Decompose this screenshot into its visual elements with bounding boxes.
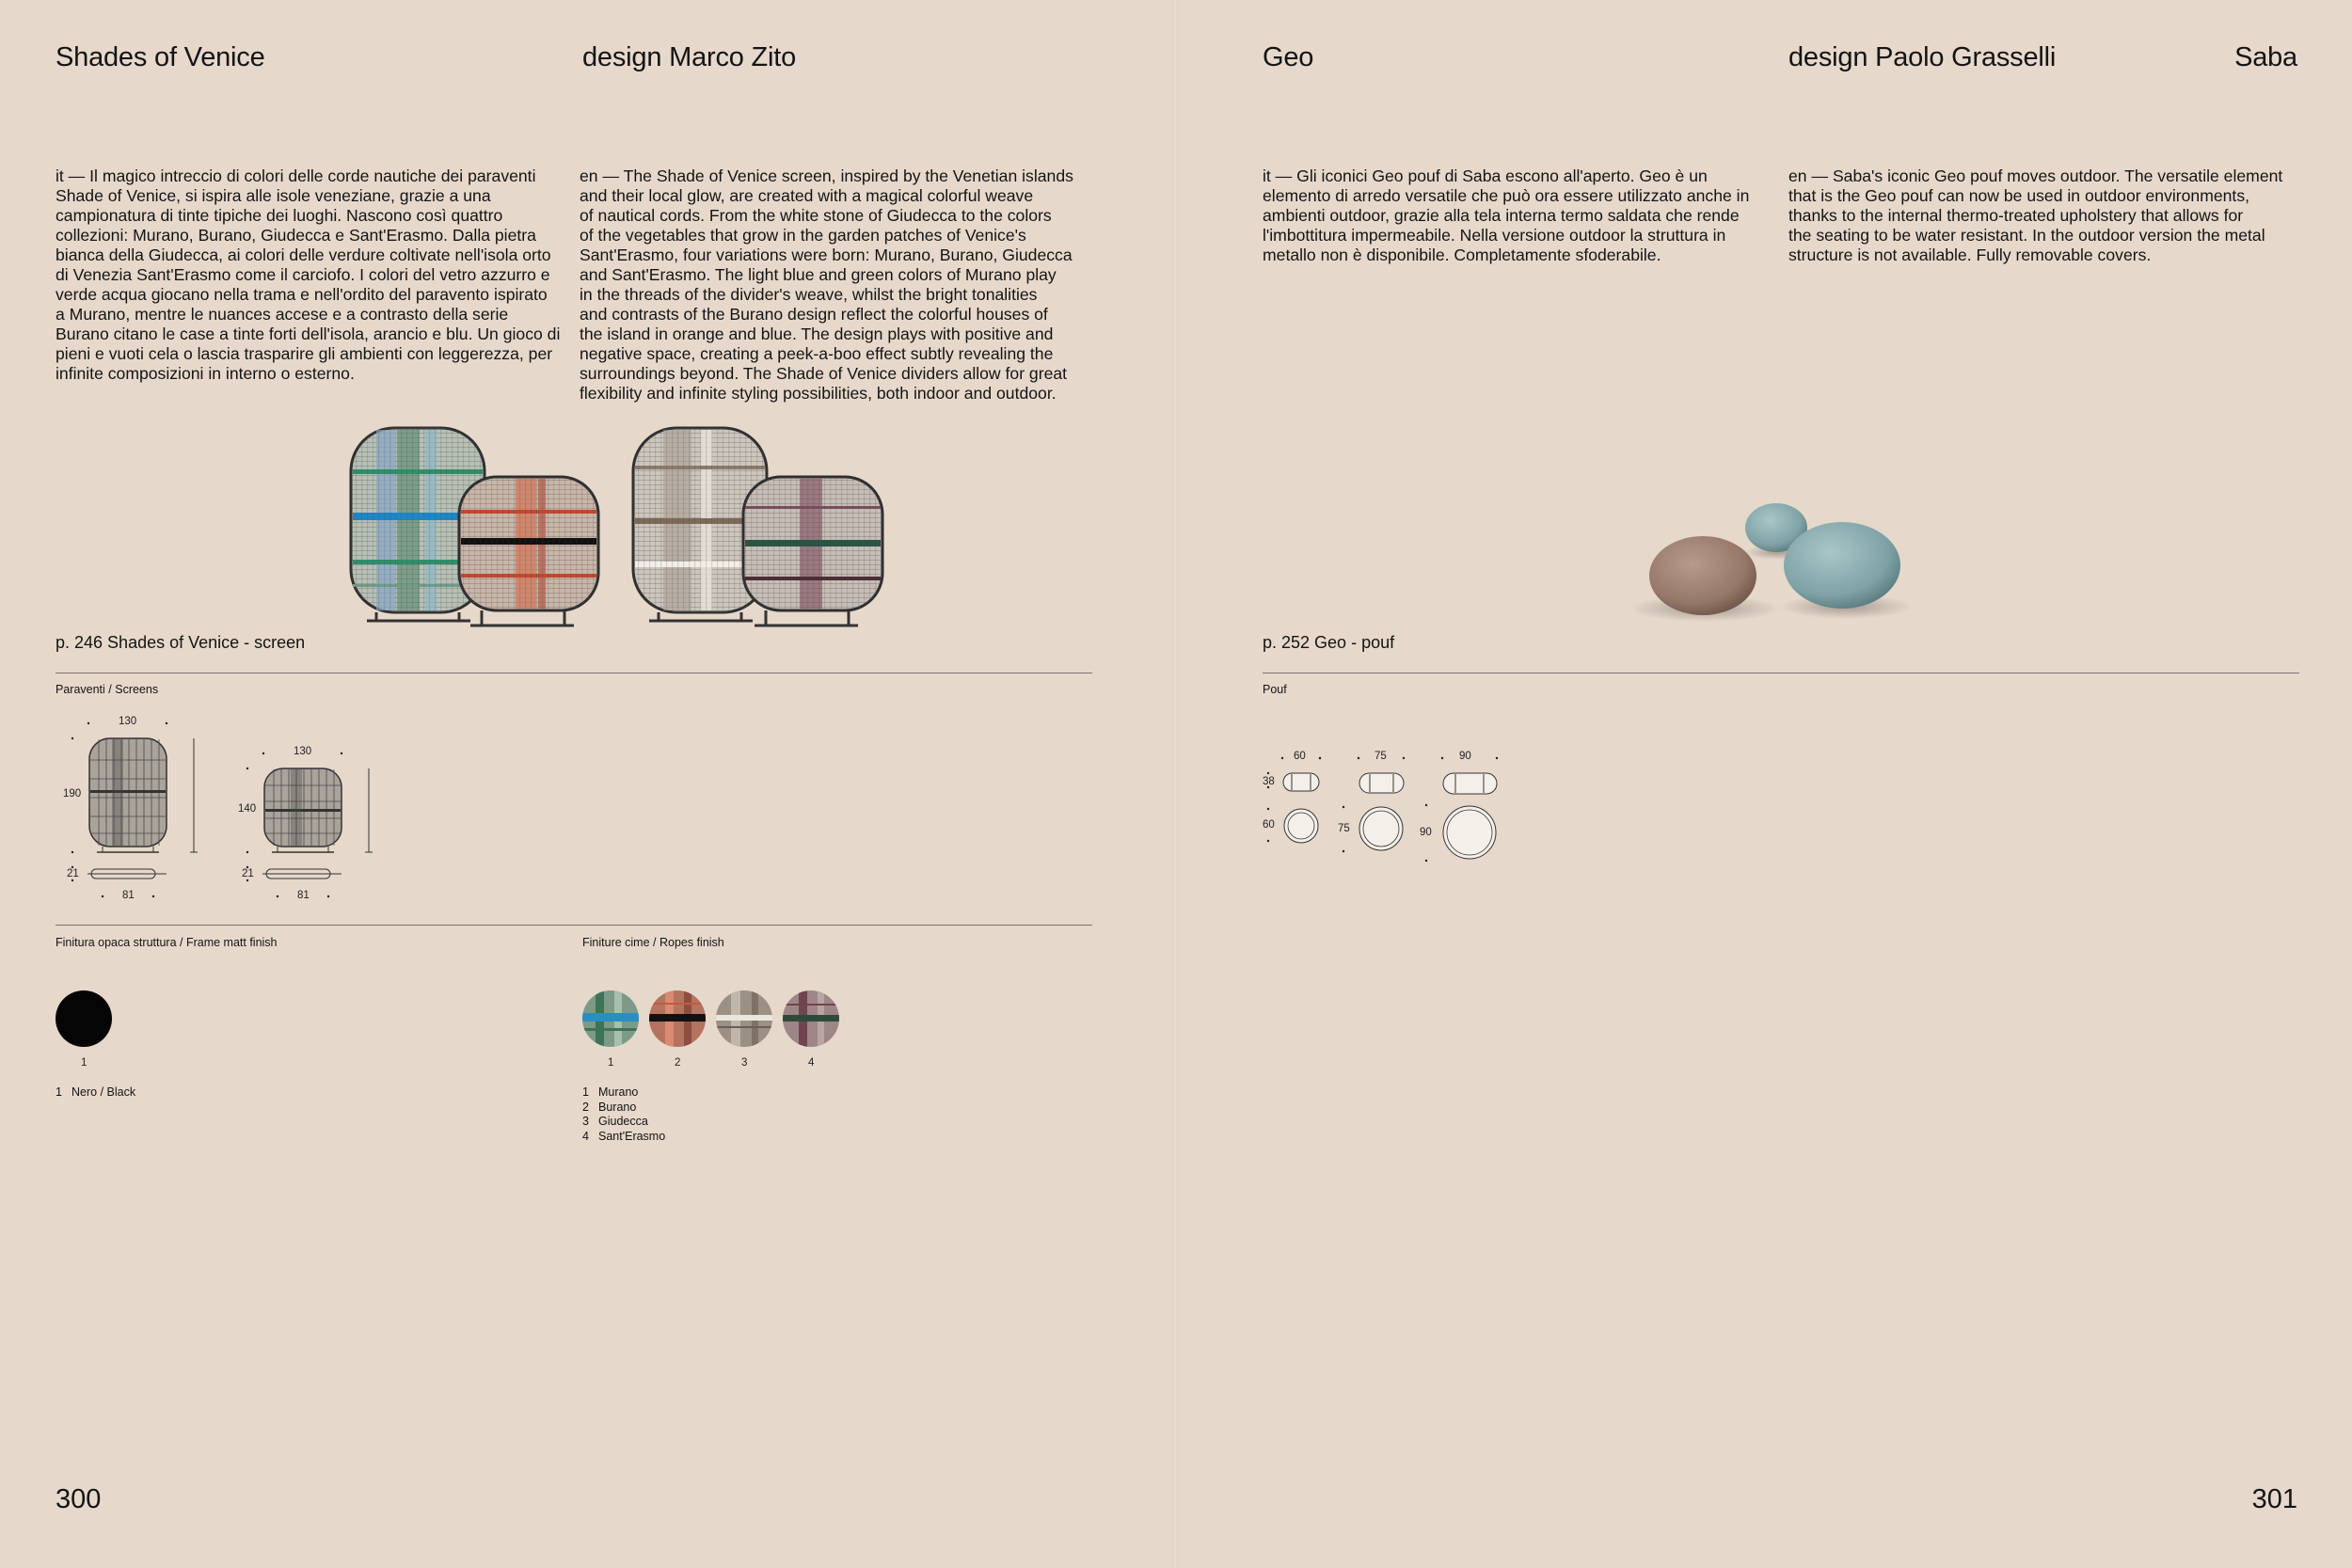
frame-swatch-number: 1 [81,1057,87,1069]
legend-number: 2 [582,1100,589,1114]
dim-height-38: 38 [1263,776,1275,787]
tech-drawing-small [230,743,390,908]
legend-item [582,1101,665,1116]
dim-height: 140 [238,803,257,815]
ropes-finish-legend [582,1085,665,1144]
dim-height: 190 [63,788,82,800]
swatch-number-4: 4 [808,1057,815,1069]
brand-name: Saba [2234,42,2297,72]
legend-name: Murano [598,1085,639,1099]
description-italian: it — Il magico intreccio di colori delle corde nautiche dei paraventi Shade of Venice, si ispira alle isole veneziane, grazie a una campionatura di tinte tipiche dei luoghi. Nascono così quattro collezioni: Murano, Burano, Giudecca e Sant'Erasmo. Dalla pietra bianca della Giudecca, ai colori delle verdure coltivate nell'isola orto di Venezia Sant'Erasmo come il carciofo. I colori del vetro azzurro e verde acqua giocano nella trama e nell'ordito del paravento ispirato a Murano, mentre le nuances accese e a contrasto della serie Burano citano le case a tinte forti dell'isola, arancio e blu. Un gioco di pieni e vuoti cela o lascia trasparire gli ambienti con leggerezza, per infinite composizioni in interno o esterno. [56,166,561,383]
legend-item [582,1115,665,1130]
screen-burano-small [459,477,598,626]
swatch-giudecca [716,990,772,1047]
pouf-large-blue [1784,522,1900,609]
section-label: Paraventi / Screens [56,683,159,696]
description-italian: it — Gli iconici Geo pouf di Saba escono all'aperto. Geo è un elemento di arredo versatile che può ora essere utilizzato anche in ambienti outdoor, grazie alla tela interna termo saldata che rende l'imbottitura impermeabile. Nella versione outdoor la struttura in metallo non è disponibile. Completamente sfoderabile. [1263,166,1750,264]
ropes-finish-label: Finiture cime / Ropes finish [582,936,724,949]
dim-depth: 21 [67,868,79,879]
page-number: 300 [56,1484,102,1514]
description-english: en — Saba's iconic Geo pouf moves outdoor. The versatile element that is the Geo pouf can now be used in outdoor environments, thanks to the internal thermo-treated upholstery that allows for the seating to be water resistant. In the outdoor version the metal structure is not available. Fully removable covers. [1788,166,2283,264]
dim-base: 81 [297,890,310,901]
dim-width-90: 90 [1459,751,1471,762]
pouf-pink [1649,536,1756,615]
product-title: Geo [1263,42,1314,72]
frame-finish-label: Finitura opaca struttura / Frame matt finish [56,936,278,949]
frame-swatch-black [56,990,112,1047]
legend-item [56,1085,135,1101]
pouf-photo [1620,494,1912,630]
rope-swatches [582,990,841,1049]
designer-credit: design Paolo Grasselli [1788,42,2057,72]
photo-caption: p. 246 Shades of Venice - screen [56,633,306,652]
tech-drawing-large-lines [56,713,215,906]
left-page [0,0,1174,1568]
legend-number: 4 [582,1129,589,1143]
photo-caption: p. 252 Geo - pouf [1263,633,1395,652]
dim-diameter-60: 60 [1263,819,1275,831]
legend-name: Sant'Erasmo [598,1129,666,1143]
legend-name: Burano [598,1100,637,1114]
swatch-number-3: 3 [741,1057,748,1069]
dim-depth: 21 [242,868,254,879]
legend-item [582,1130,665,1145]
swatch-santerasmo [783,990,839,1047]
dim-base: 81 [122,890,135,901]
legend-name: Nero / Black [72,1085,136,1099]
screens-photo [339,419,884,630]
dim-width: 130 [119,716,137,727]
dim-width: 130 [294,746,312,757]
legend-number: 3 [582,1115,589,1128]
dim-width-60: 60 [1294,751,1306,762]
dim-diameter-75: 75 [1338,823,1350,834]
dim-width-75: 75 [1375,751,1387,762]
tech-drawing-large [56,713,215,906]
tech-drawing-small-lines [230,743,390,908]
swatch-number-1: 1 [608,1057,614,1069]
product-title: Shades of Venice [56,42,265,72]
frame-finish-legend [56,1085,135,1101]
screen-santerasmo-small [743,477,882,626]
pouf-tech-lines [1263,748,1526,870]
section-label: Pouf [1263,683,1287,696]
legend-name: Giudecca [598,1115,648,1128]
description-english: en — The Shade of Venice screen, inspired by the Venetian islands and their local glow, are created with a magical colorful weave of nautical cords. From the white stone of Giudecca to the colors of the vegetables that grow in the garden patches of Venice's Sant'Erasmo, four variations were born: Murano, Burano, Giudecca and Sant'Erasmo. The light blue and green colors of Murano play in the threads of the divider's weave, whilst the bright tonalities and contrasts of the Burano design reflect the colorful houses of the island in orange and blue. The design plays with positive and negative space, creating a peek-a-boo effect subtly revealing the surroundings beyond. The Shade of Venice dividers allow for great flexibility and infinite styling possibilities, both indoor and outdoor. [580,166,1073,403]
legend-item [582,1085,665,1101]
pouf-tech-drawings [1263,748,1526,870]
swatch-murano [582,990,639,1047]
right-page [1178,0,2352,1568]
swatch-burano [649,990,706,1047]
divider [56,925,1092,926]
swatch-number-2: 2 [675,1057,681,1069]
dim-diameter-90: 90 [1420,827,1432,838]
page-number: 301 [2251,1484,2297,1514]
legend-number: 1 [582,1085,589,1099]
legend-number: 1 [56,1085,62,1099]
designer-credit: design Marco Zito [582,42,797,72]
